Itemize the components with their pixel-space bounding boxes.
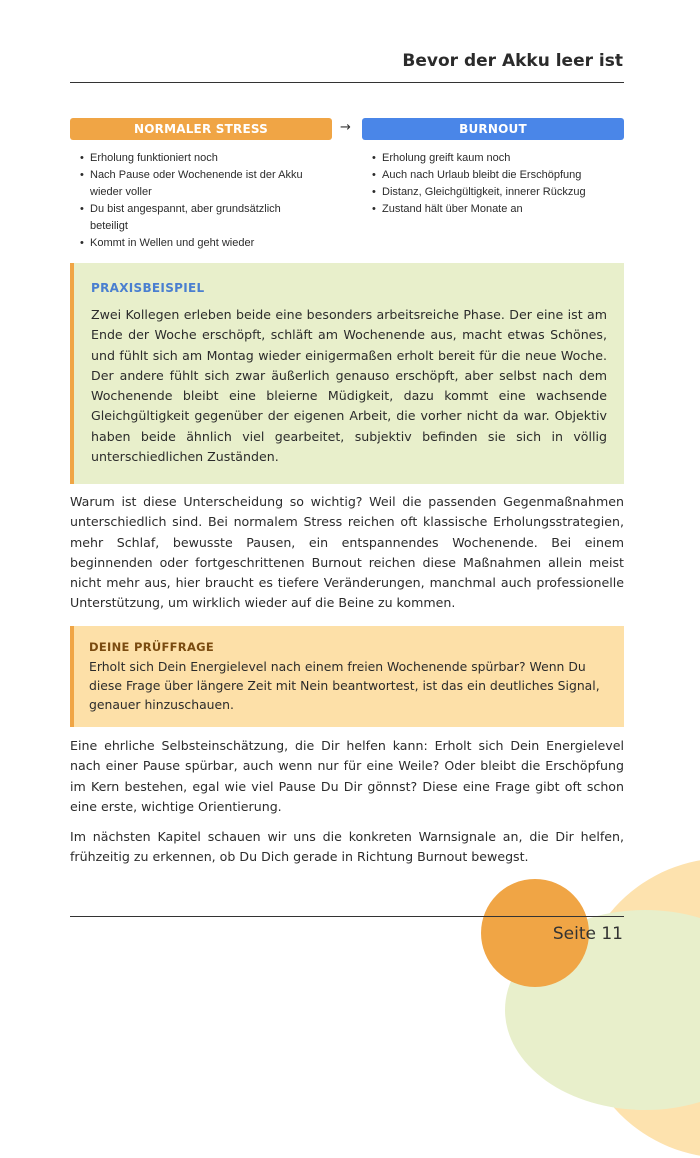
question-box (70, 626, 624, 727)
right-arrow-icon: → (340, 120, 351, 135)
normal-stress-badge: NORMALER STRESS (70, 118, 332, 140)
burnout-badge: BURNOUT (362, 118, 624, 140)
normal-stress-list (80, 150, 320, 252)
list-item: • Auch nach Urlaub bleibt die Erschöpfung (372, 167, 612, 184)
list-item: • Erholung greift kaum noch (372, 150, 612, 167)
body-paragraph: Warum ist diese Unterscheidung so wichtig? Weil die passenden Gegenmaßnahmen unterschiedlich sind. Bei normalem Stress reichen oft klassische Erholungsstrategien, mehr Schlaf, bewusste Pausen, ein entspannendes Wochenende. Bei einem beginnenden oder fortgeschrittenen Burnout reichen diese Maßnahmen allein meist nicht mehr aus, hier braucht es tiefere Veränderungen, manchmal auch professionelle Unterstützung, um wirklich wieder auf die Beine zu kommen. (70, 494, 624, 611)
list-item: • Erholung funktioniert noch (80, 150, 320, 167)
example-box-text: Zwei Kollegen erleben beide eine besonders arbeitsreiche Phase. Der eine ist am Ende der Woche erschöpft, schläft am Wochenende aus, macht etwas Schönes, und fühlt sich am Montag wieder einigermaßen erholt bereit für die neue Woche. Der andere fühlt sich zwar äußerlich genauso erschöpft, aber selbst nach dem Wochenende bleibt eine bleierne Müdigkeit, dazu kommt eine wachsende Gleichgültigkeit gegenüber der eigenen Arbeit, die vorher nicht da war. Objektiv haben beide ähnlich viel gearbeitet, subjektiv befinden sie sich in völlig unterschiedlichen Zuständen. (91, 307, 607, 465)
footer-divider (70, 916, 624, 917)
body-paragraph: Eine ehrliche Selbsteinschätzung, die Dir helfen kann: Erholt sich Dein Energielevel nach einer Pause spürbar, auch wenn nur für eine Weile? Oder bleibt die Erschöpfung im Kern bestehen, egal wie viel Pause Du Dir gönnst? Diese eine Frage gibt oft schon eine erste, wichtige Orientierung. (70, 738, 624, 814)
list-item: • Du bist angespannt, aber grundsätzlich beteiligt (80, 201, 320, 235)
burnout-list (372, 150, 612, 218)
question-box-text: Erholt sich Dein Energielevel nach einem freien Wochenende spürbar? Wenn Du diese Frage über längere Zeit mit Nein beantwortest, ist das ein deutliches Signal, genauer hinzuschauen. (89, 659, 600, 712)
body-paragraph: Im nächsten Kapitel schauen wir uns die konkreten Warnsignale an, die Dir helfen, frühzeitig zu erkennen, ob Du Dich gerade in Richtung Burnout bewegst. (70, 829, 624, 865)
list-item: • Distanz, Gleichgültigkeit, innerer Rückzug (372, 184, 612, 201)
page-number: Seite 11 (552, 924, 623, 944)
question-box-title: DEINE PRÜFFRAGE (89, 640, 215, 654)
list-item: • Nach Pause oder Wochenende ist der Akku wieder voller (80, 167, 320, 201)
list-item: • Zustand hält über Monate an (372, 201, 612, 218)
list-item: • Kommt in Wellen und geht wieder (80, 235, 320, 252)
example-box-title: PRAXISBEISPIEL (91, 281, 205, 295)
header-divider (70, 82, 624, 83)
header-title: Bevor der Akku leer ist (402, 51, 623, 71)
example-box (70, 263, 624, 484)
